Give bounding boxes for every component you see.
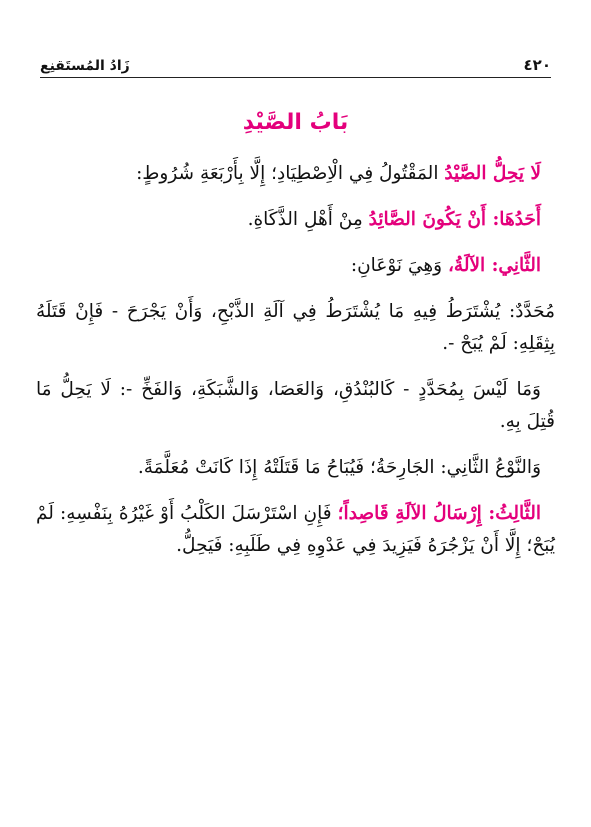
highlight-text: أَحَدُهَا: أَنْ يَكُونَ الصَّائِدُ [368, 209, 541, 230]
paragraph-text: فَإِنِ اسْتَرْسَلَ الكَلْبُ أَوْ غَيْرُهُ بِنَفْسِهِ: لَمْ يُبَحْ؛ إِلَّا أَنْ يَزْجُرَهُ فَيَزِيدَ فِي عَدْوِهِ فِي طَلَبِهِ: فَيَحِلُّ. [36, 503, 555, 556]
paragraph-intro [36, 158, 555, 190]
paragraph-condition-2 [36, 250, 555, 282]
paragraph-text: المَقْتُولُ فِي الْاِصْطِيَادِ؛ إِلَّا بِأَرْبَعَةِ شُرُوطٍ: [136, 163, 445, 184]
section-title: بَابُ الصَّيْدِ [242, 110, 349, 135]
page-header [40, 50, 551, 74]
paragraph-predator: وَالنَّوْعُ الثَّانِي: الجَارِحَةُ؛ فَيُبَاحُ مَا قَتَلَتْهُ إِذَا كَانَتْ مُعَلَّمَةً. [137, 457, 541, 478]
highlight-text: الثَّالِثُ: إِرْسَالُ الآلَةِ قَاصِداً؛ [337, 503, 541, 524]
paragraph-text: وَهِيَ نَوْعَانِ: [350, 255, 448, 276]
paragraph-text: مِنْ أَهْلِ الذَّكَاةِ. [247, 209, 369, 230]
highlight-text: الثَّانِي: الآلَةُ، [447, 255, 541, 276]
paragraph-condition-1 [36, 204, 555, 236]
body-text [36, 158, 555, 576]
paragraph-blunt-tool: وَمَا لَيْسَ بِمُحَدَّدٍ - كَالبُنْدُقِ، وَالعَصَا، وَالشَّبَكَةِ، وَالفَخِّ -: لَا يَحِلُّ مَا قُتِلَ بِهِ. [36, 379, 555, 432]
paragraph-sharp-tool: مُحَدَّدٌ: يُشْتَرَطُ فِيهِ مَا يُشْتَرَطُ فِي آلَةِ الذَّبْحِ، وَأَنْ يَجْرَحَ - فَإِنْ قَتَلَهُ بِثِقَلِهِ: لَمْ يُبَحْ -. [36, 301, 555, 354]
page-number: ٤٢٠ [523, 56, 551, 74]
header-rule [40, 77, 551, 78]
book-title: زَادُ المُستَقنِع [40, 58, 130, 74]
highlight-text: لَا يَحِلُّ الصَّيْدُ [444, 163, 541, 184]
paragraph-condition-3 [36, 498, 555, 562]
